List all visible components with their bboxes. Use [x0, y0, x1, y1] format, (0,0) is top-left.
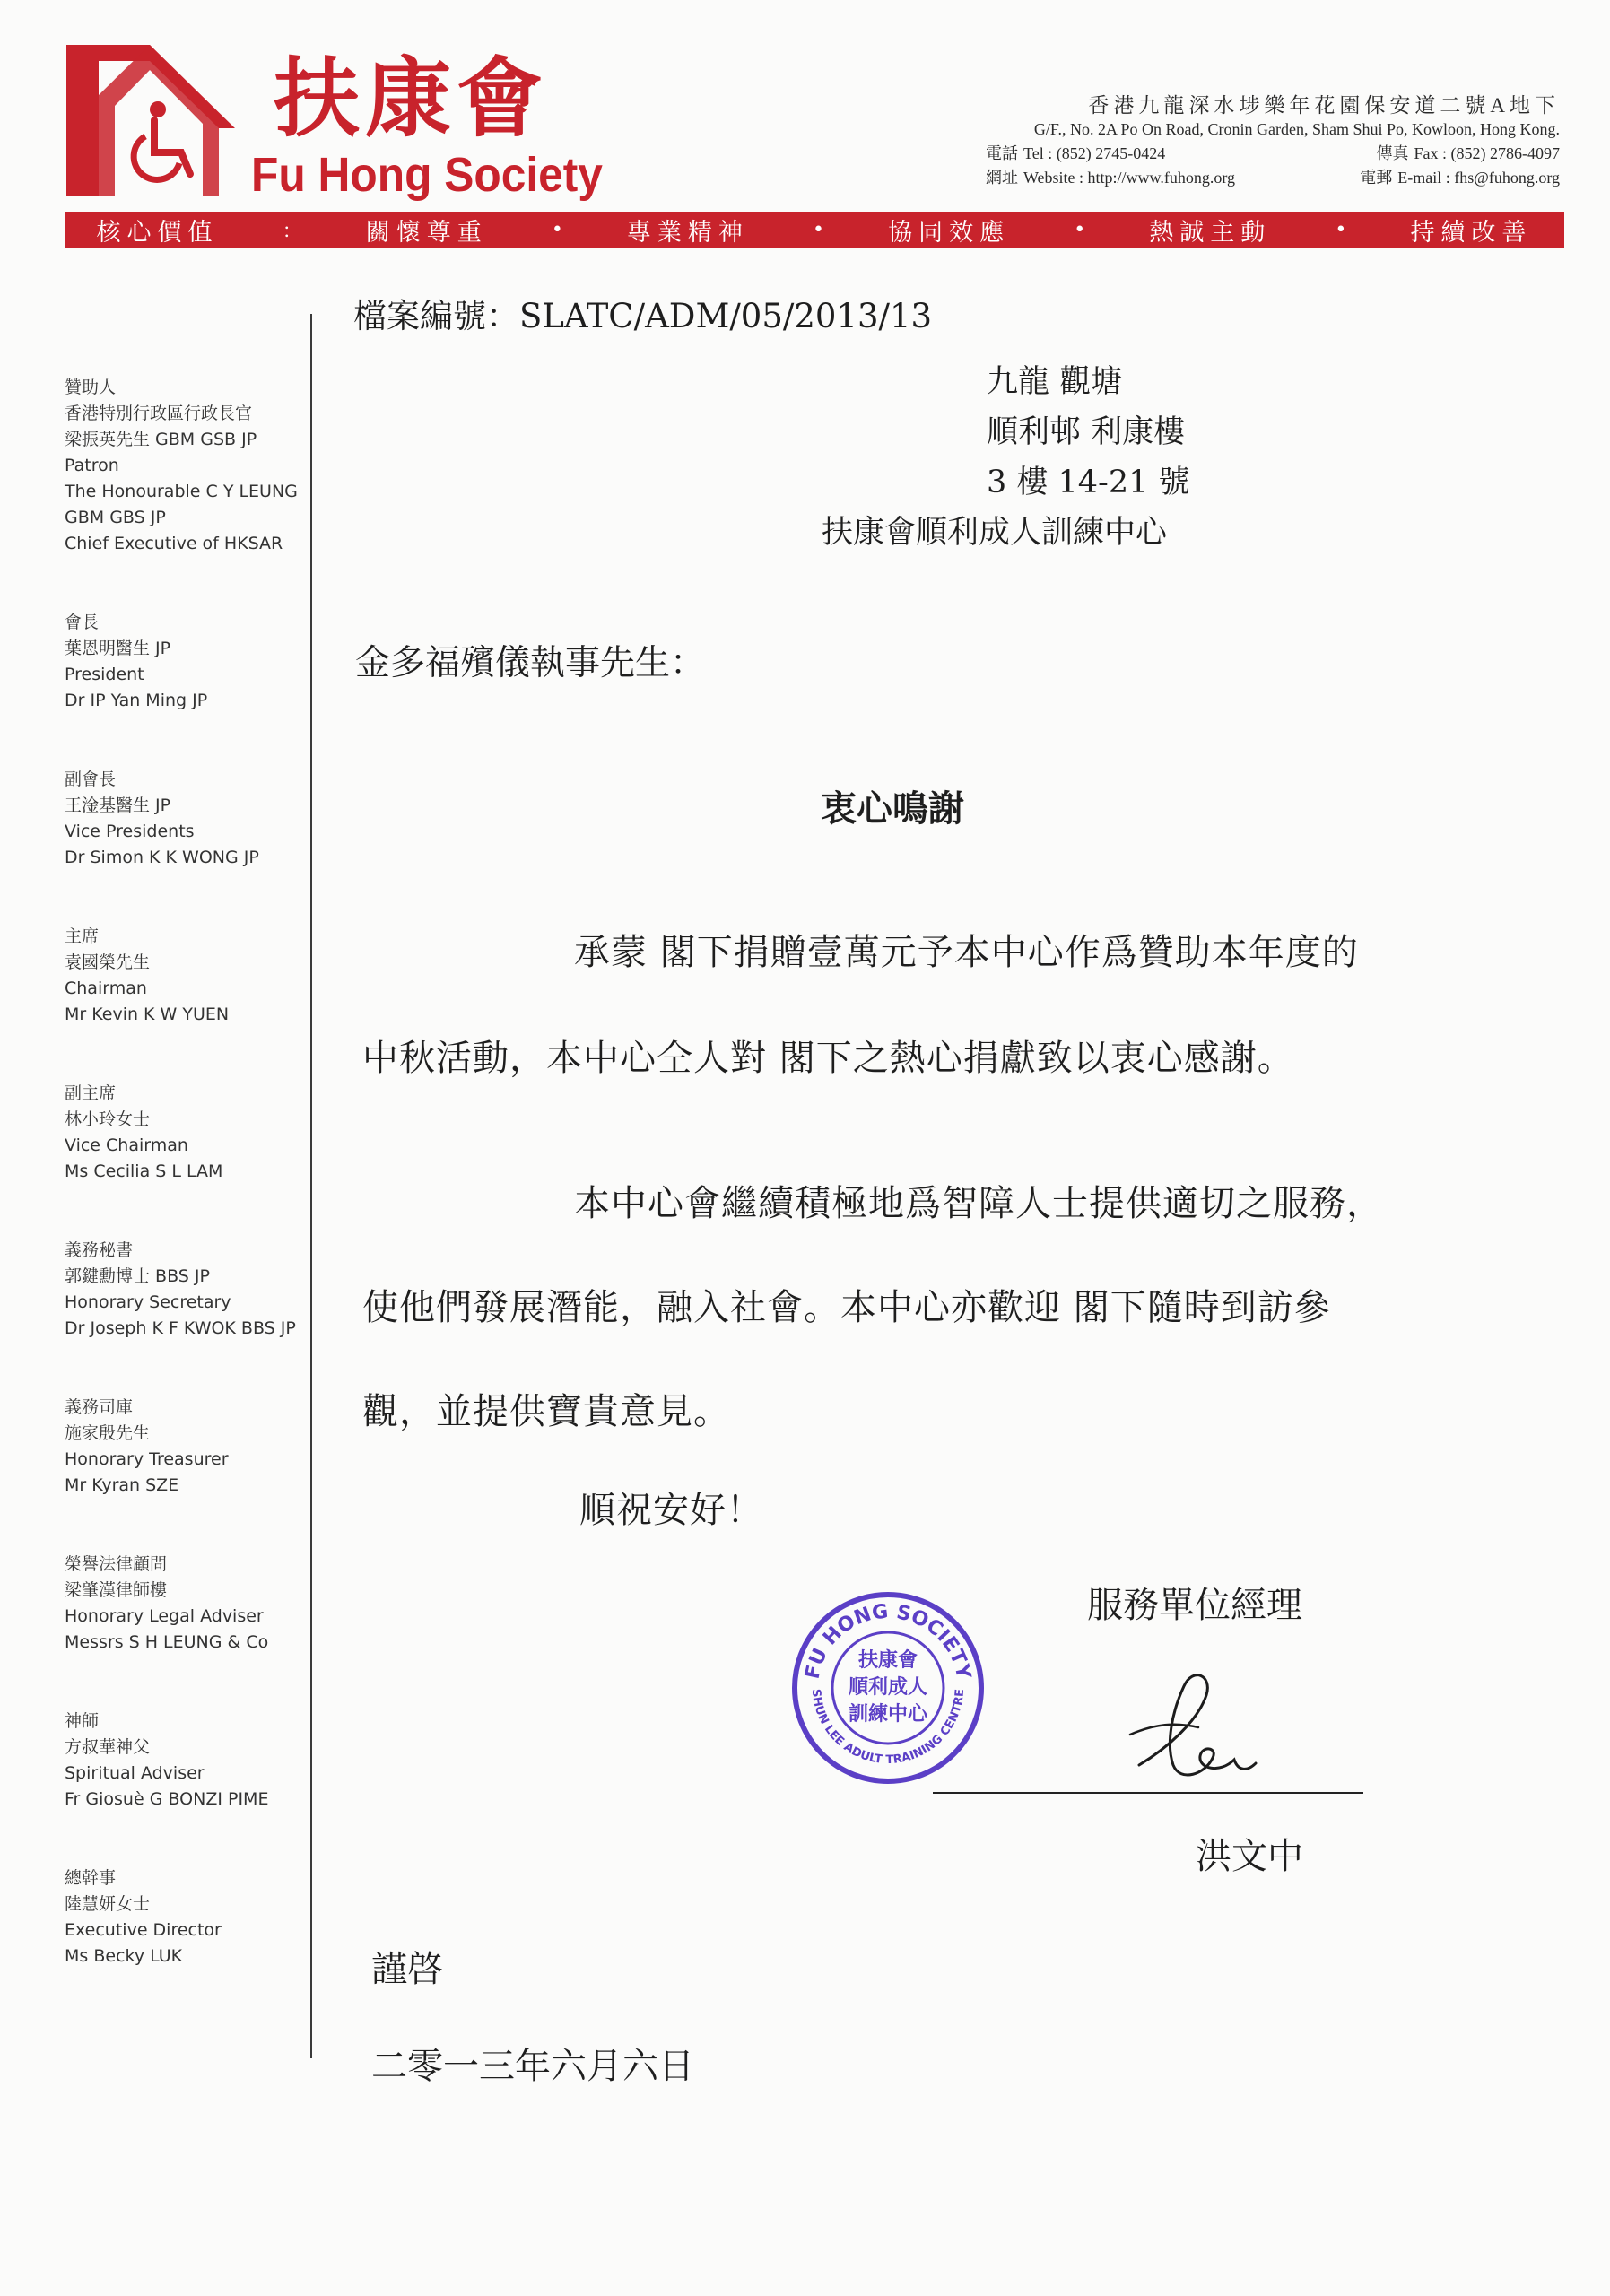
- officer-group-legal-adviser: [65, 1552, 316, 1656]
- officer-line: Vice Presidents: [65, 822, 195, 841]
- fax-label: 傳真: [1376, 144, 1409, 162]
- officer-line: Mr Kyran SZE: [65, 1475, 179, 1495]
- officer-group-president: [65, 610, 316, 714]
- address-line: 扶康會順利成人訓練中心: [822, 515, 1168, 551]
- address-english: G/F., No. 2A Po On Road, Cronin Garden, Sham Shui Po, Kowloon, Hong Kong.: [1033, 120, 1560, 138]
- fax-number: Fax : (852) 2786-4097: [1414, 144, 1560, 162]
- officer-line: Chief Executive of HKSAR: [65, 534, 283, 553]
- officer-role: 總幹事: [65, 1868, 117, 1888]
- officer-line: The Honourable C Y LEUNG: [65, 482, 298, 501]
- closing-remark: 謹啓: [371, 1949, 443, 1990]
- org-name-chinese: 扶康會: [274, 48, 548, 149]
- officer-line: Patron: [65, 456, 119, 475]
- tel-label: 電話: [986, 144, 1018, 162]
- signature-line: [933, 1792, 1363, 1794]
- separator-colon: ：: [282, 220, 302, 243]
- officer-group-spiritual-adviser: [65, 1709, 316, 1813]
- paragraph-line: 承蒙 閣下捐贈壹萬元予本中心作爲贊助本年度的: [574, 932, 1359, 973]
- officer-line: Ms Cecilia S L LAM: [65, 1161, 223, 1181]
- officer-line: Dr IP Yan Ming JP: [65, 691, 208, 710]
- separator-dot: •: [813, 218, 824, 241]
- officer-line: 林小玲女士: [65, 1109, 151, 1129]
- officer-line: Honorary Treasurer: [65, 1449, 229, 1469]
- sidebar-divider: [310, 314, 312, 2058]
- officer-line: 方叔華神父: [65, 1737, 151, 1757]
- officer-line: Honorary Secretary: [65, 1292, 231, 1312]
- officer-line: Fr Giosuè G BONZI PIME: [65, 1789, 269, 1809]
- officer-line: Executive Director: [65, 1920, 222, 1940]
- officer-role: 副會長: [65, 770, 117, 789]
- seal-text-bottom: SHUN LEE ADULT TRAINING CENTRE: [808, 1688, 968, 1768]
- officer-line: 陸慧妍女士: [65, 1894, 151, 1914]
- core-values-heading: 核心價值: [96, 218, 219, 247]
- officer-line: 香港特別行政區行政長官: [65, 404, 253, 423]
- officer-line: Chairman: [65, 978, 147, 998]
- email-link[interactable]: E-mail : fhs@fuhong.org: [1397, 169, 1560, 187]
- officer-group-vice-presidents: [65, 767, 316, 871]
- tel-number: Tel : (852) 2745-0424: [1023, 144, 1166, 162]
- org-name-english: Fu Hong Society: [251, 148, 603, 202]
- officer-line: 王淦基醫生 JP: [65, 796, 171, 815]
- officer-line: President: [65, 665, 144, 684]
- officer-line: 施家殷先生: [65, 1423, 151, 1443]
- officer-role: 會長: [65, 613, 100, 632]
- core-values-banner: [65, 212, 1564, 248]
- officer-group-chairman: [65, 924, 316, 1028]
- officer-group-patron: [65, 375, 316, 557]
- signatory-name: 洪文中: [1196, 1836, 1303, 1877]
- core-value-item: 關懷尊重: [365, 218, 488, 247]
- officer-line: Spiritual Adviser: [65, 1763, 205, 1783]
- website-label: 網址: [986, 169, 1018, 187]
- officer-line: 葉恩明醫生 JP: [65, 639, 171, 658]
- officer-group-treasurer: [65, 1395, 316, 1499]
- separator-dot: •: [1335, 218, 1347, 241]
- seal-center-line: 訓練中心: [848, 1703, 928, 1726]
- address-line: 3 樓 14-21 號: [987, 465, 1190, 500]
- letter-subject: 衷心鳴謝: [821, 787, 964, 830]
- separator-dot: •: [1074, 218, 1086, 241]
- officer-role: 義務秘書: [65, 1240, 134, 1260]
- signatory-title: 服務單位經理: [1087, 1585, 1302, 1626]
- officer-line: Honorary Legal Adviser: [65, 1606, 264, 1626]
- officer-line: 梁肇漢律師樓: [65, 1580, 168, 1600]
- address-line: 順利邨 利康樓: [987, 414, 1186, 450]
- core-value-item: 專業精神: [626, 218, 749, 247]
- officer-role: 副主席: [65, 1083, 117, 1103]
- contact-block: [986, 93, 1560, 190]
- paragraph-line: 中秋活動，本中心仝人對 閣下之熱心捐獻致以衷心感謝。: [362, 1038, 1294, 1079]
- fu-hong-logo: [65, 43, 235, 197]
- officer-line: 郭鍵勳博士 BBS JP: [65, 1266, 210, 1286]
- officer-line: GBM GBS JP: [65, 508, 166, 527]
- officer-line: Messrs S H LEUNG & Co: [65, 1632, 269, 1652]
- officer-line: Dr Simon K K WONG JP: [65, 848, 259, 867]
- officer-line: Vice Chairman: [65, 1135, 188, 1155]
- core-value-item: 持續改善: [1410, 218, 1533, 247]
- officer-role: 榮譽法律顧問: [65, 1554, 168, 1574]
- officer-role: 主席: [65, 926, 100, 946]
- seal-center-line: 扶康會: [857, 1649, 918, 1672]
- officer-group-secretary: [65, 1238, 316, 1342]
- letter-date: 二零一三年六月六日: [371, 2046, 694, 2087]
- website-link[interactable]: Website : http://www.fuhong.org: [1023, 169, 1236, 187]
- officer-line: Ms Becky LUK: [65, 1946, 183, 1966]
- paragraph-line: 觀，並提供寶貴意見。: [362, 1391, 730, 1432]
- officer-line: Mr Kevin K W YUEN: [65, 1004, 230, 1024]
- recipient-address: [822, 357, 1190, 558]
- email-label: 電郵: [1360, 169, 1393, 187]
- separator-dot: •: [551, 218, 563, 241]
- officer-role: 義務司庫: [65, 1397, 134, 1417]
- officer-role: 贊助人: [65, 378, 117, 397]
- address-line: 九龍 觀塘: [987, 364, 1123, 400]
- paragraph-line: 使他們發展潛能，融入社會。本中心亦歡迎 閣下隨時到訪參: [362, 1287, 1331, 1328]
- officer-line: 梁振英先生 GBM GSB JP: [65, 430, 257, 449]
- society-seal: [789, 1589, 987, 1787]
- core-value-item: 熱誠主動: [1149, 218, 1272, 247]
- salutation: 金多福殯儀執事先生：: [355, 643, 706, 683]
- seal-text-top: FU HONG SOCIETY: [801, 1600, 975, 1682]
- paragraph-line: 本中心會繼續積極地爲智障人士提供適切之服務，: [574, 1183, 1383, 1224]
- officer-line: 袁國榮先生: [65, 952, 151, 972]
- officer-group-vice-chairman: [65, 1081, 316, 1185]
- seal-center-line: 順利成人: [848, 1676, 928, 1699]
- address-chinese: 香港九龍深水埗樂年花園保安道二號A地下: [1088, 94, 1560, 117]
- officer-group-executive-director: [65, 1866, 316, 1970]
- handwritten-signature: [1112, 1659, 1265, 1794]
- core-value-item: 協同效應: [888, 218, 1011, 247]
- reference-number: 檔案編號：SLATC/ADM/05/2013/13: [353, 297, 933, 335]
- closing-wishes: 順祝安好！: [579, 1490, 763, 1531]
- officer-line: Dr Joseph K F KWOK BBS JP: [65, 1318, 296, 1338]
- officer-role: 神師: [65, 1711, 100, 1731]
